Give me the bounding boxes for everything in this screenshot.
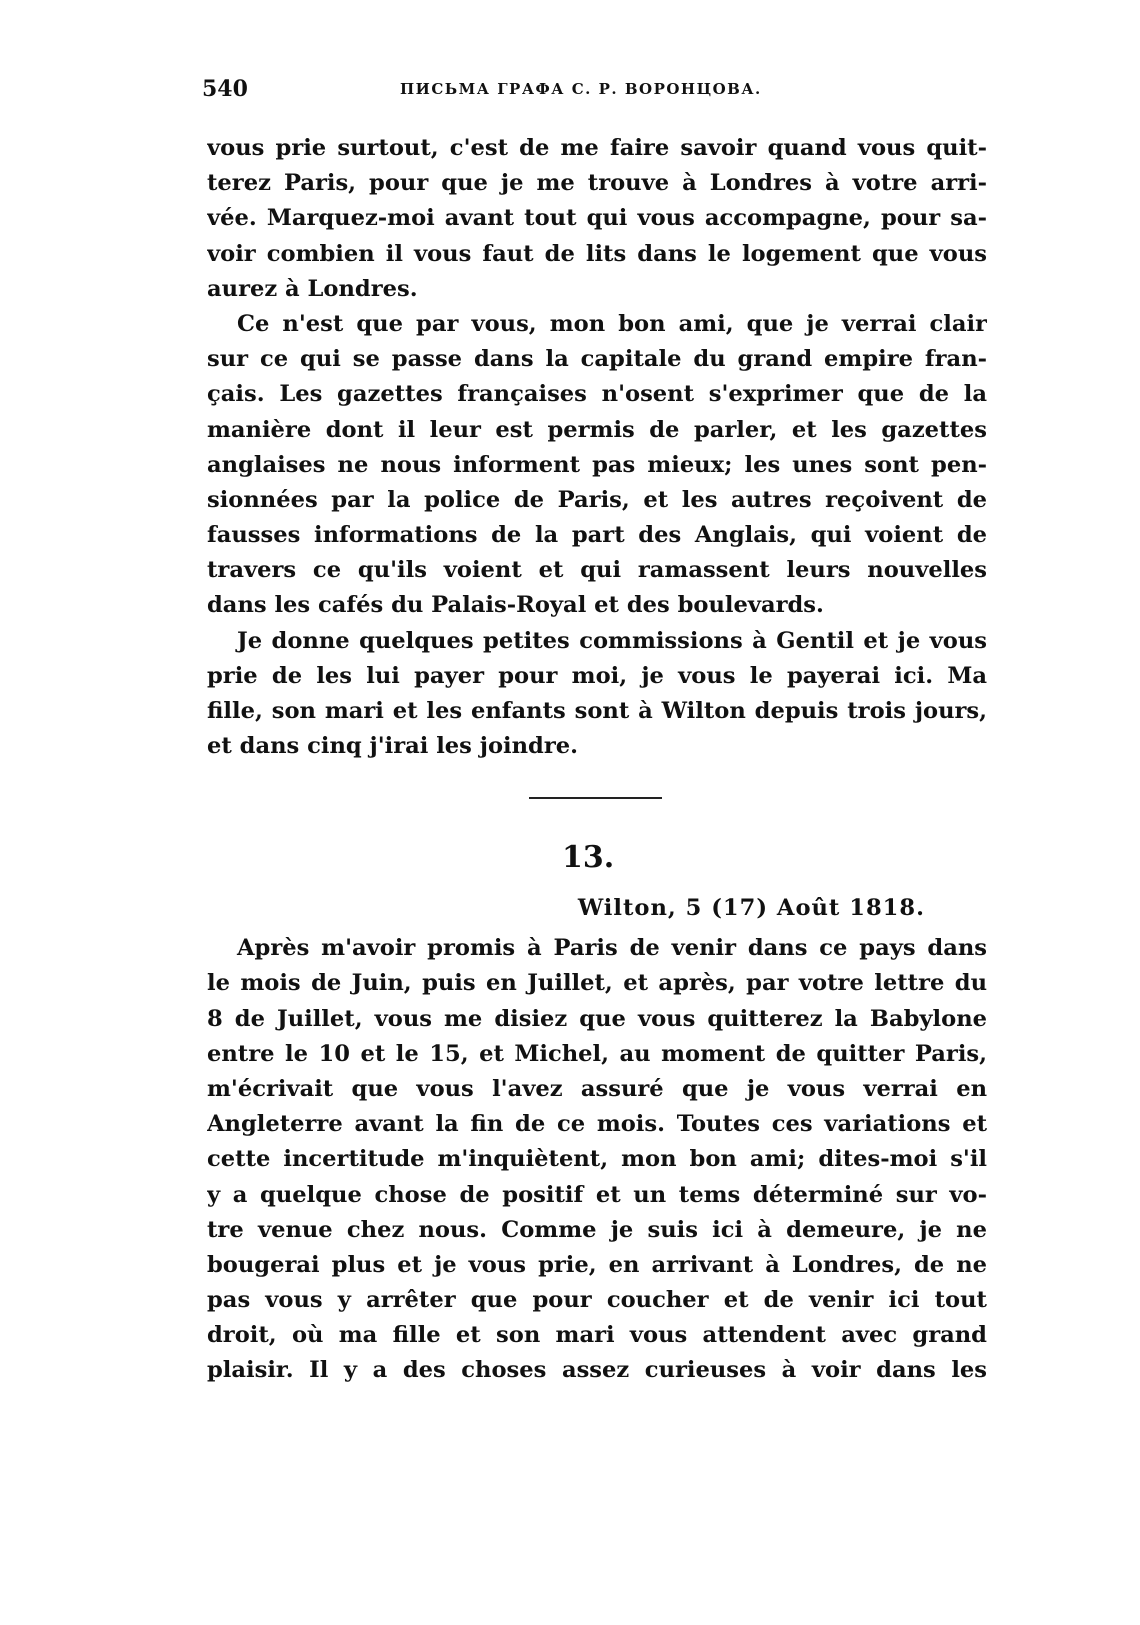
text-line: terez Paris, pour que je me trouve à Londres à votre arri- — [207, 170, 987, 197]
letter-body — [207, 896, 987, 1389]
text-line: plaisir. Il y a des choses assez curieuses à voir dans les — [207, 1357, 987, 1384]
text-line: droit, où ma fille et son mari vous attendent avec grand — [207, 1322, 987, 1349]
text-line: et dans cinq j'irai les joindre. — [207, 733, 578, 760]
letter-number: 13. — [562, 840, 615, 875]
letter-continuation — [207, 131, 987, 764]
text-line: le mois de Juin, puis en Juillet, et après, par votre lettre du — [207, 970, 987, 997]
text-line: y a quelque chose de positif et un tems déterminé sur vo- — [207, 1181, 987, 1208]
text-line: Après m'avoir promis à Paris de venir dans ce pays dans — [237, 935, 987, 962]
text-line: prie de les lui payer pour moi, je vous le payerai ici. Ma — [207, 662, 987, 689]
text-line: travers ce qu'ils voient et qui ramassent leurs nouvelles — [207, 557, 987, 584]
page-number: 540 — [202, 76, 248, 102]
text-line: bougerai plus et je vous prie, en arrivant à Londres, de ne — [207, 1251, 987, 1278]
text-line: Ce n'est que par vous, mon bon ami, que je verrai clair — [237, 310, 987, 337]
text-line: aurez à Londres. — [207, 275, 418, 302]
text-line: pas vous y arrêter que pour coucher et de venir ici tout — [207, 1287, 987, 1314]
text-line: sur ce qui se passe dans la capitale du grand empire fran- — [207, 346, 987, 373]
text-line: voir combien il vous faut de lits dans le logement que vous — [207, 240, 987, 267]
text-line: manière dont il leur est permis de parler, et les gazettes — [207, 416, 987, 443]
text-line: çais. Les gazettes françaises n'osent s'exprimer que de la — [207, 381, 987, 408]
text-line: 8 de Juillet, vous me disiez que vous quitterez la Babylone — [207, 1005, 987, 1032]
text-line: m'écrivait que vous l'avez assuré que je vous verrai en — [207, 1075, 987, 1102]
running-title: ПИСЬМА ГРАФА С. Р. ВОРОНЦОВА. — [400, 80, 762, 98]
text-line: vous prie surtout, c'est de me faire savoir quand vous quit- — [207, 135, 987, 161]
letter-dateline: Wilton, 5 (17) Août 1818. — [577, 895, 925, 921]
text-line: vée. Marquez-moi avant tout qui vous accompagne, pour sa- — [207, 205, 987, 232]
text-line: cette incertitude m'inquiètent, mon bon ami; dites-moi s'il — [207, 1146, 987, 1173]
text-line: dans les cafés du Palais-Royal et des boulevards. — [207, 592, 824, 619]
text-line: Angleterre avant la fin de ce mois. Toutes ces variations et — [207, 1111, 987, 1138]
text-line: Je donne quelques petites commissions à Gentil et je vous — [237, 627, 987, 654]
text-line: tre venue chez nous. Comme je suis ici à demeure, je ne — [207, 1216, 987, 1243]
text-line: sionnées par la police de Paris, et les autres reçoivent de — [207, 486, 987, 513]
section-divider — [529, 797, 662, 799]
text-line: entre le 10 et le 15, et Michel, au moment de quitter Paris, — [207, 1040, 987, 1067]
running-head — [202, 76, 982, 106]
text-line: fille, son mari et les enfants sont à Wilton depuis trois jours, — [207, 698, 987, 724]
text-line: fausses informations de la part des Anglais, qui voient de — [207, 522, 987, 549]
text-line: anglaises ne nous informent pas mieux; les unes sont pen- — [207, 451, 987, 478]
